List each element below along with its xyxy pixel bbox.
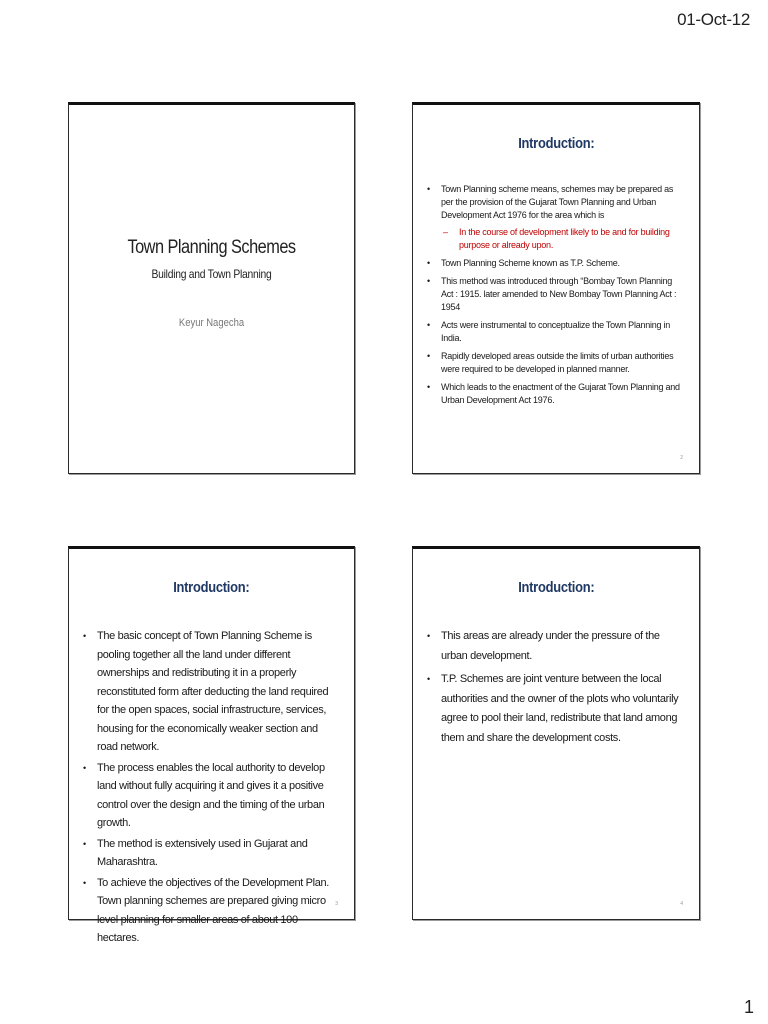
slide-heading: Introduction: <box>517 579 595 596</box>
page-date: 01-Oct-12 <box>677 10 750 29</box>
presentation-subtitle: Building and Town Planning <box>151 267 272 281</box>
bullet-item: • This areas are already under the pressure of the urban development. <box>427 630 660 662</box>
bullet-item: • The process enables the local authority to develop land without fully acquiring it and gives it a positive control over the design and the timing of the urban growth. <box>83 761 325 829</box>
slide-introduction-2 <box>68 546 355 944</box>
sub-bullet-item: – In the course of development likely to be and for building purpose or already upon. <box>443 227 670 250</box>
slide-title <box>68 102 355 474</box>
bullet-list <box>425 183 685 412</box>
slide-introduction-1 <box>412 102 700 474</box>
bullet-item: • Which leads to the enactment of the Gujarat Town Planning and Urban Development Act 1976. <box>427 382 680 405</box>
bullet-item: • Town Planning Scheme known as T.P. Scheme. <box>427 258 620 268</box>
slide-introduction-3 <box>412 546 700 920</box>
title-block <box>69 237 354 329</box>
bullet-item: • Rapidly developed areas outside the limits of urban authorities were required to be developed in planned manner. <box>427 351 674 374</box>
slide-number: 3 <box>335 901 338 907</box>
bullet-item: • The method is extensively used in Gujarat and Maharashtra. <box>83 837 308 868</box>
bullet-item: • This method was introduced through “Bombay Town Planning Act : 1915. later amended to New Bombay Town Planning Act : 1954 <box>427 276 677 312</box>
bullet-item: • To achieve the objectives of the Development Plan. Town planning schemes are prepared giving micro level planning for smaller areas of about 100 hectares. <box>83 876 329 944</box>
bullet-item: • T.P. Schemes are joint venture between the local authorities and the owner of the plots who voluntarily agree to pool their land, redistribute that land among them and share the development costs. <box>427 673 679 744</box>
page-number: 1 <box>743 997 754 1017</box>
slide-number: 2 <box>680 455 683 461</box>
bullet-list <box>425 627 687 752</box>
bullet-item: • Town Planning scheme means, schemes may be prepared as per the provision of the Gujarat Town Planning and Urban Development Act 1976 for the area which is <box>427 184 674 220</box>
bullet-item: • Acts were instrumental to conceptualize the Town Planning in India. <box>427 320 670 343</box>
presentation-title: Town Planning Schemes <box>127 237 296 258</box>
slide-number: 4 <box>680 901 683 907</box>
slide-heading: Introduction: <box>173 579 250 596</box>
bullet-list <box>81 627 340 950</box>
author-name: Keyur Nagecha <box>178 317 245 329</box>
bullet-item: • The basic concept of Town Planning Scheme is pooling together all the land under different ownerships and redistributing it in a properly reconstituted form after deducting the land required for the open spaces, social infrastructure, services, housing for the economically weaker section and road network. <box>83 630 329 753</box>
slide-heading: Introduction: <box>517 135 595 152</box>
